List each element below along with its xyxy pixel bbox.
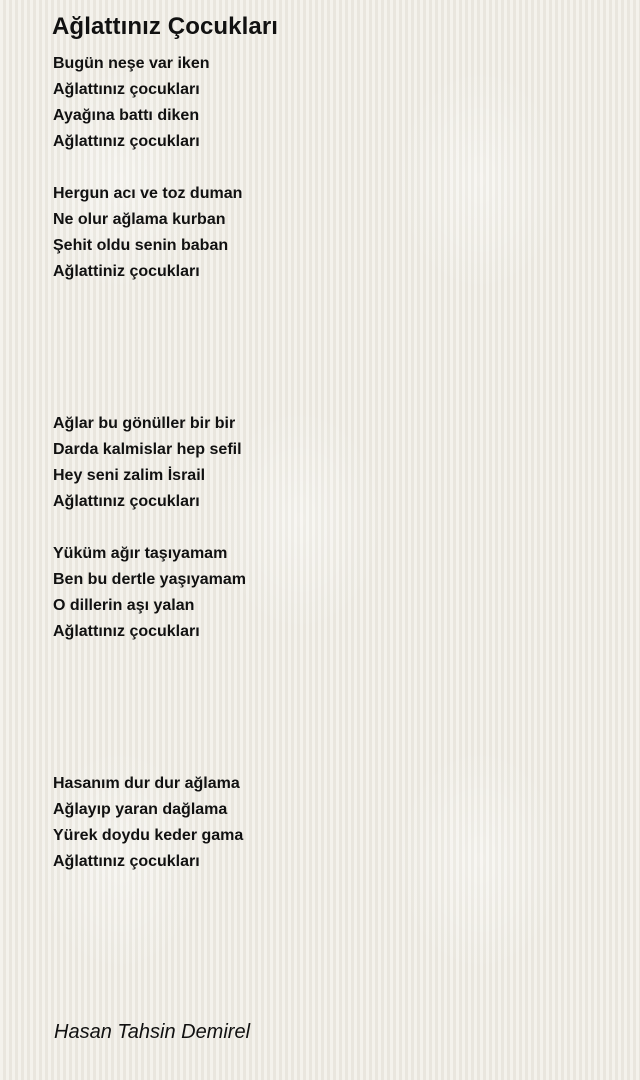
stanza-spacer bbox=[53, 645, 613, 771]
stanza-5 bbox=[53, 771, 613, 875]
poem-line: Ağlattınız çocukları bbox=[53, 853, 200, 870]
poem-line: Ağlattınız çocukları bbox=[53, 623, 200, 640]
poem-line: Ağlattiniz çocukları bbox=[53, 263, 200, 280]
poem-line: Ağlar bu gönüller bir bir bbox=[53, 415, 236, 432]
poem-line: Yüküm ağır taşıyamam bbox=[53, 545, 228, 562]
poem-body bbox=[53, 51, 613, 875]
poem-line: Hasanım dur dur ağlama bbox=[53, 775, 240, 792]
stanza-spacer bbox=[53, 515, 613, 541]
stanza-3 bbox=[53, 411, 613, 515]
stanza-spacer bbox=[53, 155, 613, 181]
poem-line: Ağlattınız çocukları bbox=[53, 133, 200, 150]
poem-line: Ayağına battı diken bbox=[53, 107, 200, 124]
poem-title: Ağlattınız Çocukları bbox=[52, 13, 279, 40]
stanza-spacer bbox=[53, 285, 613, 411]
poem-line: Yürek doydu keder gama bbox=[53, 827, 244, 844]
poem-line: Ben bu dertle yaşıyamam bbox=[53, 571, 246, 588]
poem-author: Hasan Tahsin Demirel bbox=[54, 1021, 251, 1043]
poem-line: Darda kalmislar hep sefil bbox=[53, 441, 242, 458]
poem-line: Hey seni zalim İsrail bbox=[53, 467, 206, 484]
poem-line: Hergun acı ve toz duman bbox=[53, 185, 243, 202]
poem-line: Şehit oldu senin baban bbox=[53, 237, 229, 254]
stanza-1 bbox=[53, 51, 613, 155]
poem-line: O dillerin aşı yalan bbox=[53, 597, 195, 614]
poem-line: Bugün neşe var iken bbox=[53, 55, 210, 72]
stanza-4 bbox=[53, 541, 613, 645]
stanza-2 bbox=[53, 181, 613, 285]
poem-line: Ağlattınız çocukları bbox=[53, 493, 200, 510]
poem-line: Ağlayıp yaran dağlama bbox=[53, 801, 228, 818]
poem-line: Ne olur ağlama kurban bbox=[53, 211, 226, 228]
poem-line: Ağlattınız çocukları bbox=[53, 81, 200, 98]
